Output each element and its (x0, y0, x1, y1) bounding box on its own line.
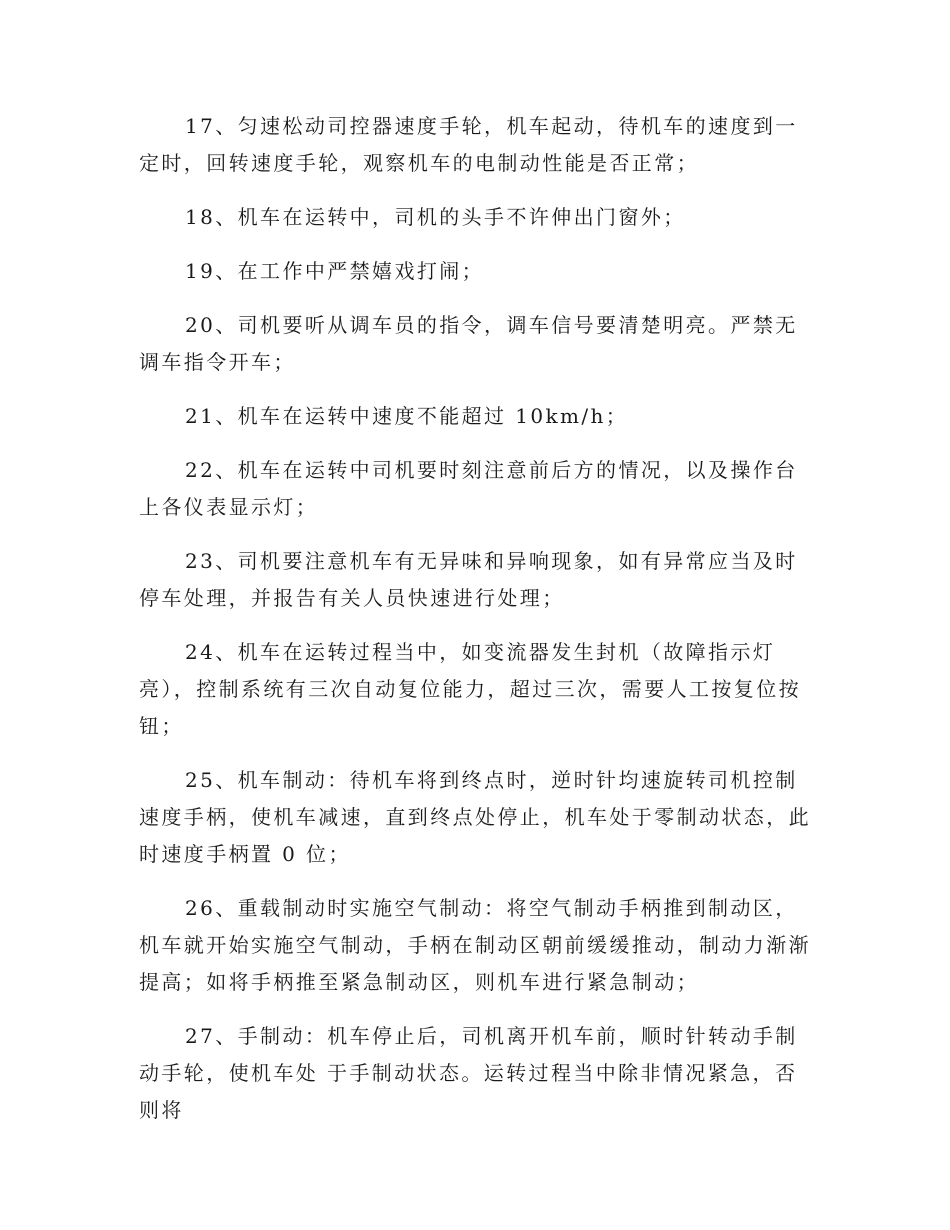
paragraph-27: 27、手制动：机车停止后，司机离开机车前，顺时针转动手制动手轮，使机车处 于手制动状态。运转过程当中除非情况紧急，否则将 (139, 1024, 798, 1122)
paragraph-26: 26、重载制动时实施空气制动：将空气制动手柄推到制动区，机车就开始实施空气制动，手柄在制动区朝前缓缓推动，制动力渐渐提高；如将手柄推至紧急制动区，则机车进行紧急制动； (139, 896, 811, 994)
paragraph-17: 17、匀速松动司控器速度手轮，机车起动，待机车的速度到一定时，回转速度手轮，观察机车的电制动性能是否正常； (139, 114, 798, 175)
paragraph-24: 24、机车在运转过程当中，如变流器发生封机（故障指示灯亮），控制系统有三次自动复位能力，超过三次，需要人工按复位按钮； (139, 640, 801, 738)
paragraph-19: 19、在工作中严禁嬉戏打闹； (185, 259, 485, 283)
paragraph-23: 23、司机要注意机车有无异味和异响现象，如有异常应当及时停车处理，并报告有关人员快速进行处理； (139, 549, 798, 610)
document-body (139, 108, 811, 1146)
paragraph-22: 22、机车在运转中司机要时刻注意前后方的情况，以及操作台上各仪表显示灯； (139, 458, 798, 519)
paragraph-20: 20、司机要听从调车员的指令，调车信号要清楚明亮。严禁无调车指令开车； (139, 313, 798, 374)
paragraph-18: 18、机车在运转中，司机的头手不许伸出门窗外； (185, 205, 686, 229)
paragraph-25: 25、机车制动：待机车将到终点时，逆时针均速旋转司机控制速度手柄，使机车减速，直到终点处停止，机车处于零制动状态，此时速度手柄置 0 位； (139, 768, 811, 866)
paragraph-21: 21、机车在运转中速度不能超过 10km/h； (185, 404, 629, 428)
